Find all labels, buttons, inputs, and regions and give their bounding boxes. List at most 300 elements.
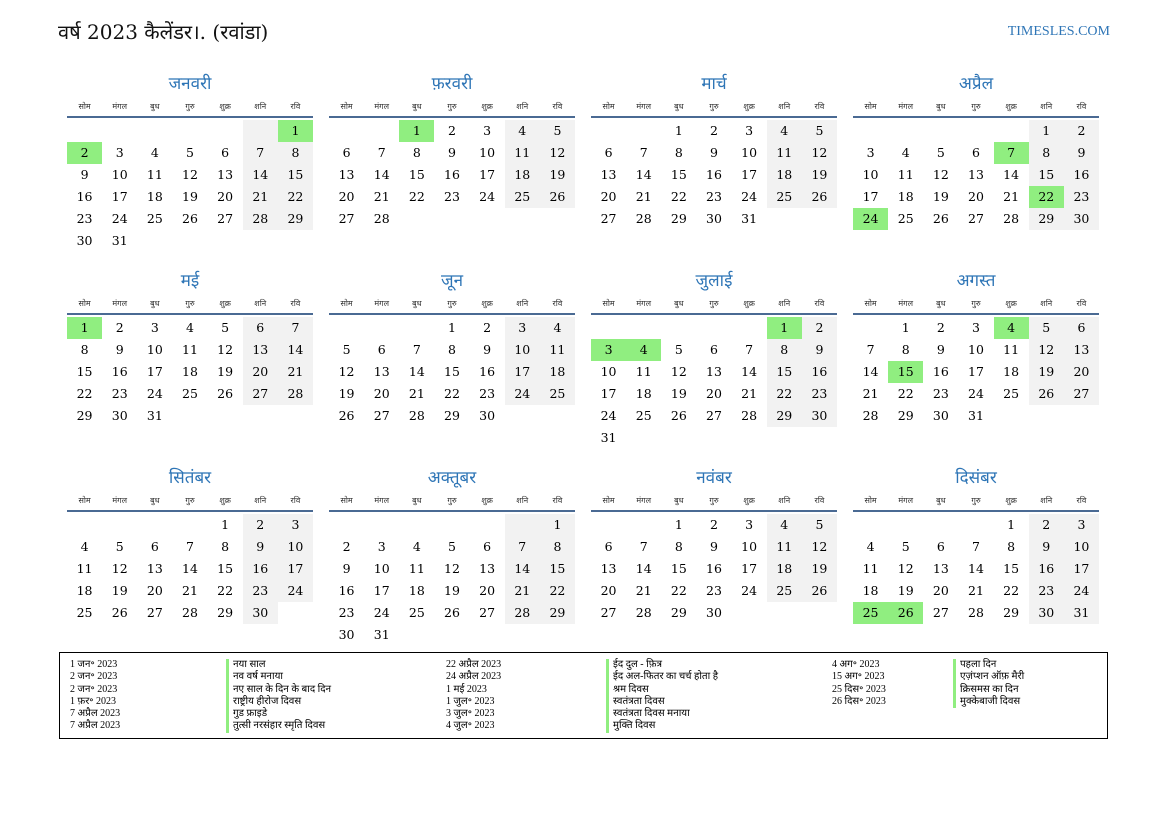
day-cell: 1 bbox=[901, 320, 910, 335]
day-cell: 19 bbox=[932, 189, 949, 204]
day-cell: 4 bbox=[505, 120, 540, 142]
day-cell: 12 bbox=[217, 342, 234, 357]
day-cell: 16 bbox=[76, 189, 93, 204]
day-cell: 12 bbox=[802, 142, 837, 164]
weekday-label: मंगल bbox=[636, 101, 652, 111]
empty-cell bbox=[591, 317, 626, 339]
day-cell: 22 bbox=[767, 383, 802, 405]
day-cell: 26 bbox=[540, 186, 575, 208]
day-cell: 24 bbox=[741, 189, 758, 204]
empty-cell bbox=[767, 427, 802, 449]
empty-cell bbox=[994, 405, 1029, 427]
weekday-label: बुध bbox=[936, 101, 946, 111]
day-cell: 17 bbox=[373, 583, 390, 598]
empty-cell bbox=[364, 514, 399, 536]
empty-cell bbox=[853, 514, 888, 536]
day-cell: 19 bbox=[444, 583, 460, 598]
day-cell: 29 bbox=[767, 405, 802, 427]
day-cell: 25 bbox=[853, 602, 888, 624]
weekday-label: गुरु bbox=[447, 101, 457, 111]
day-cell: 8 bbox=[278, 142, 313, 164]
day-cell: 1 bbox=[448, 320, 456, 335]
weekday-label: शुक्र bbox=[481, 298, 493, 308]
day-cell: 28 bbox=[243, 208, 278, 230]
day-cell: 1 bbox=[67, 317, 102, 339]
day-cell: 29 bbox=[76, 408, 93, 423]
day-cell: 14 bbox=[373, 167, 390, 182]
empty-cell bbox=[802, 602, 837, 624]
day-cell: 22 bbox=[76, 386, 93, 401]
day-cell: 15 bbox=[1029, 164, 1064, 186]
day-cell: 3 bbox=[972, 320, 980, 335]
day-cell: 25 bbox=[182, 386, 198, 401]
day-cell: 20 bbox=[217, 189, 234, 204]
day-cell: 20 bbox=[932, 583, 949, 598]
day-cell: 11 bbox=[897, 167, 914, 182]
day-cell: 27 bbox=[1064, 383, 1099, 405]
day-cell: 30 bbox=[1029, 602, 1064, 624]
day-cell: 5 bbox=[802, 514, 837, 536]
month-9 bbox=[67, 466, 313, 663]
holiday-line: 22 अप्रैल 2023 bbox=[446, 659, 502, 670]
empty-cell bbox=[853, 317, 888, 339]
weekday-label: बुध bbox=[936, 298, 946, 308]
day-cell: 16 bbox=[706, 167, 722, 182]
weekday-label: गुरु bbox=[185, 495, 195, 505]
day-cell: 24 bbox=[146, 386, 163, 401]
day-cell: 9 bbox=[243, 536, 278, 558]
holiday-line: क्रिसमस का दिन bbox=[953, 684, 1024, 696]
day-cell: 18 bbox=[897, 189, 914, 204]
holiday-line: तुत्सी नरसंहार स्मृति दिवस bbox=[226, 720, 331, 732]
day-cell: 18 bbox=[767, 164, 802, 186]
weekday-label: शुक्र bbox=[743, 495, 755, 505]
weekday-label: शुक्र bbox=[1005, 298, 1017, 308]
day-cell: 30 bbox=[111, 408, 128, 423]
day-cell: 11 bbox=[540, 339, 575, 361]
day-cell: 14 bbox=[635, 167, 652, 182]
empty-cell bbox=[958, 120, 993, 142]
day-cell: 9 bbox=[936, 342, 945, 357]
day-cell: 12 bbox=[670, 364, 687, 379]
weekday-label: शुक्र bbox=[743, 101, 755, 111]
holiday-line: 3 जुल॰ 2023 bbox=[446, 708, 495, 720]
empty-cell bbox=[888, 120, 923, 142]
weekday-header bbox=[853, 96, 1099, 118]
day-cell: 22 bbox=[897, 386, 914, 401]
month-title: जनवरी bbox=[168, 74, 212, 94]
weekday-label: शनि bbox=[778, 298, 791, 308]
day-cell: 14 bbox=[635, 561, 652, 576]
day-cell: 20 bbox=[968, 189, 984, 204]
day-cell: 6 bbox=[1064, 317, 1099, 339]
weekday-label: शुक्र bbox=[1005, 101, 1017, 111]
day-cell: 13 bbox=[243, 339, 278, 361]
day-cell: 26 bbox=[444, 605, 460, 620]
day-cell: 4 bbox=[540, 317, 575, 339]
day-cell: 17 bbox=[111, 189, 128, 204]
day-cell: 10 bbox=[278, 536, 313, 558]
holiday-line: 26 दिस॰ 2023 bbox=[832, 695, 886, 707]
day-cell: 23 bbox=[802, 383, 837, 405]
day-cell: 28 bbox=[182, 605, 198, 620]
weekday-label: सोम bbox=[340, 101, 353, 111]
weekday-label: रवि bbox=[552, 298, 563, 308]
day-cell: 7 bbox=[186, 539, 194, 554]
empty-cell bbox=[626, 317, 661, 339]
day-cell: 31 bbox=[111, 233, 128, 248]
day-cell: 14 bbox=[505, 558, 540, 580]
empty-cell bbox=[278, 602, 313, 624]
empty-cell bbox=[626, 514, 661, 536]
month-title: फ़रवरी bbox=[431, 74, 473, 94]
day-cell: 5 bbox=[342, 342, 351, 357]
day-cell: 10 bbox=[862, 167, 879, 182]
day-cell: 20 bbox=[479, 583, 496, 598]
day-cell: 15 bbox=[408, 167, 425, 182]
day-cell: 18 bbox=[146, 189, 163, 204]
weekday-label: सोम bbox=[340, 298, 353, 308]
day-cell: 19 bbox=[670, 386, 687, 401]
weekday-label: सोम bbox=[78, 495, 91, 505]
weekday-label: शनि bbox=[1040, 298, 1053, 308]
day-cell: 21 bbox=[635, 189, 652, 204]
day-cell: 25 bbox=[540, 383, 575, 405]
day-cell: 25 bbox=[767, 580, 802, 602]
empty-cell bbox=[696, 317, 731, 339]
day-cell: 22 bbox=[670, 189, 687, 204]
weekday-label: मंगल bbox=[898, 495, 914, 505]
day-cell: 12 bbox=[932, 167, 949, 182]
day-grid bbox=[591, 120, 837, 230]
day-cell: 17 bbox=[1064, 558, 1099, 580]
month-2 bbox=[329, 72, 575, 269]
day-cell: 17 bbox=[505, 361, 540, 383]
holiday-line: राष्ट्रीय हीरोज दिवस bbox=[226, 696, 331, 708]
day-cell: 19 bbox=[802, 558, 837, 580]
weekday-label: शुक्र bbox=[481, 101, 493, 111]
day-cell: 23 bbox=[1064, 186, 1099, 208]
day-cell: 13 bbox=[373, 364, 390, 379]
day-cell: 8 bbox=[540, 536, 575, 558]
day-cell: 21 bbox=[182, 583, 198, 598]
day-cell: 22 bbox=[1029, 186, 1064, 208]
weekday-label: शनि bbox=[778, 495, 791, 505]
day-cell: 10 bbox=[146, 342, 163, 357]
weekday-label: मंगल bbox=[374, 298, 390, 308]
day-cell: 29 bbox=[540, 602, 575, 624]
empty-cell bbox=[329, 317, 364, 339]
weekday-label: शनि bbox=[516, 101, 529, 111]
day-cell: 21 bbox=[373, 189, 390, 204]
day-cell: 15 bbox=[670, 167, 687, 182]
day-cell: 1 bbox=[278, 120, 313, 142]
day-cell: 5 bbox=[901, 539, 910, 554]
weekday-label: शनि bbox=[516, 495, 529, 505]
day-cell: 8 bbox=[412, 145, 421, 160]
empty-cell bbox=[696, 427, 731, 449]
holiday-line: 2 जन॰ 2023 bbox=[70, 671, 118, 683]
day-cell: 15 bbox=[444, 364, 460, 379]
day-cell: 23 bbox=[338, 605, 355, 620]
day-cell: 25 bbox=[505, 186, 540, 208]
day-cell: 5 bbox=[186, 145, 194, 160]
day-cell: 8 bbox=[448, 342, 456, 357]
day-cell: 20 bbox=[600, 189, 617, 204]
day-cell: 4 bbox=[80, 539, 89, 554]
holiday-line: 4 अग॰ 2023 bbox=[832, 659, 880, 670]
day-cell: 24 bbox=[741, 583, 758, 598]
weekday-label: बुध bbox=[412, 298, 422, 308]
weekday-header bbox=[329, 96, 575, 118]
day-cell: 14 bbox=[408, 364, 425, 379]
day-cell: 6 bbox=[243, 317, 278, 339]
day-grid bbox=[67, 317, 313, 427]
day-cell: 26 bbox=[802, 580, 837, 602]
day-grid bbox=[329, 514, 575, 646]
day-cell: 3 bbox=[505, 317, 540, 339]
holiday-list bbox=[59, 652, 1108, 739]
empty-cell bbox=[470, 624, 505, 646]
day-cell: 27 bbox=[706, 408, 722, 423]
month-4 bbox=[853, 72, 1099, 269]
day-cell: 8 bbox=[1007, 539, 1016, 554]
holiday-line: मुक्केबाजी दिवस bbox=[953, 696, 1024, 708]
day-cell: 2 bbox=[1029, 514, 1064, 536]
day-cell: 22 bbox=[540, 580, 575, 602]
day-cell: 9 bbox=[1064, 142, 1099, 164]
day-cell: 6 bbox=[377, 342, 386, 357]
day-cell: 9 bbox=[115, 342, 124, 357]
holiday-line: 2 जन॰ 2023 bbox=[70, 683, 118, 695]
day-cell: 1 bbox=[1007, 517, 1016, 532]
day-cell: 31 bbox=[1064, 602, 1099, 624]
day-grid bbox=[329, 120, 575, 230]
empty-cell bbox=[434, 624, 469, 646]
empty-cell bbox=[208, 405, 243, 427]
holiday-line: 7 अप्रैल 2023 bbox=[70, 708, 121, 720]
day-cell: 16 bbox=[706, 561, 722, 576]
day-cell: 22 bbox=[408, 189, 425, 204]
day-cell: 11 bbox=[505, 142, 540, 164]
weekday-header bbox=[591, 490, 837, 512]
day-cell: 5 bbox=[540, 120, 575, 142]
holiday-names-col-1 bbox=[226, 659, 331, 733]
day-cell: 20 bbox=[373, 386, 390, 401]
holiday-line: मुक्ति दिवस bbox=[606, 720, 718, 732]
day-cell: 23 bbox=[706, 583, 722, 598]
day-cell: 26 bbox=[932, 211, 949, 226]
weekday-header bbox=[329, 490, 575, 512]
empty-cell bbox=[591, 120, 626, 142]
day-cell: 12 bbox=[897, 561, 914, 576]
day-cell: 28 bbox=[635, 211, 652, 226]
day-cell: 2 bbox=[342, 539, 351, 554]
weekday-label: गुरु bbox=[185, 101, 195, 111]
empty-cell bbox=[399, 208, 434, 230]
month-3 bbox=[591, 72, 837, 269]
day-cell: 28 bbox=[408, 408, 425, 423]
day-cell: 9 bbox=[710, 145, 718, 160]
site-link[interactable]: TIMESLES.COM bbox=[1007, 24, 1110, 39]
day-cell: 18 bbox=[635, 386, 652, 401]
day-cell: 27 bbox=[600, 211, 617, 226]
day-cell: 18 bbox=[1003, 364, 1020, 379]
day-cell: 16 bbox=[802, 361, 837, 383]
day-cell: 24 bbox=[111, 211, 128, 226]
day-cell: 27 bbox=[243, 383, 278, 405]
day-cell: 4 bbox=[901, 145, 910, 160]
day-cell: 31 bbox=[373, 627, 390, 642]
empty-cell bbox=[591, 514, 626, 536]
day-cell: 19 bbox=[111, 583, 128, 598]
empty-cell bbox=[278, 405, 313, 427]
day-cell: 13 bbox=[600, 167, 617, 182]
day-cell: 29 bbox=[897, 408, 914, 423]
day-cell: 14 bbox=[862, 364, 879, 379]
empty-cell bbox=[172, 120, 207, 142]
day-cell: 9 bbox=[448, 145, 456, 160]
day-cell: 2 bbox=[1064, 120, 1099, 142]
holiday-line: 25 दिस॰ 2023 bbox=[832, 683, 886, 695]
day-cell: 31 bbox=[600, 430, 617, 445]
empty-cell bbox=[137, 120, 172, 142]
day-cell: 10 bbox=[1064, 536, 1099, 558]
empty-cell bbox=[434, 514, 469, 536]
weekday-label: सोम bbox=[864, 101, 877, 111]
day-cell: 28 bbox=[862, 408, 879, 423]
empty-cell bbox=[67, 120, 102, 142]
calendar-grid bbox=[67, 72, 1102, 663]
day-cell: 15 bbox=[540, 558, 575, 580]
day-cell: 28 bbox=[1003, 211, 1020, 226]
day-cell: 22 bbox=[278, 186, 313, 208]
day-cell: 18 bbox=[408, 583, 425, 598]
day-cell: 18 bbox=[862, 583, 879, 598]
day-cell: 24 bbox=[600, 408, 617, 423]
day-cell: 30 bbox=[338, 627, 355, 642]
day-cell: 9 bbox=[710, 539, 718, 554]
weekday-label: सोम bbox=[602, 495, 615, 505]
day-cell: 28 bbox=[968, 605, 984, 620]
weekday-label: बुध bbox=[674, 495, 684, 505]
day-cell: 20 bbox=[1064, 361, 1099, 383]
empty-cell bbox=[505, 514, 540, 536]
day-cell: 30 bbox=[243, 602, 278, 624]
day-cell: 3 bbox=[115, 145, 124, 160]
day-cell: 28 bbox=[278, 383, 313, 405]
empty-cell bbox=[802, 208, 837, 230]
day-cell: 4 bbox=[186, 320, 194, 335]
day-cell: 18 bbox=[540, 361, 575, 383]
day-cell: 30 bbox=[1064, 208, 1099, 230]
month-title: जून bbox=[440, 271, 464, 291]
month-6 bbox=[329, 269, 575, 466]
empty-cell bbox=[278, 230, 313, 252]
day-cell: 13 bbox=[968, 167, 984, 182]
month-1 bbox=[67, 72, 313, 269]
day-grid bbox=[853, 514, 1099, 624]
day-cell: 29 bbox=[217, 605, 234, 620]
weekday-label: मंगल bbox=[374, 101, 390, 111]
weekday-label: गुरु bbox=[709, 298, 719, 308]
weekday-label: बुध bbox=[412, 495, 422, 505]
day-cell: 12 bbox=[540, 142, 575, 164]
day-cell: 19 bbox=[897, 583, 914, 598]
empty-cell bbox=[540, 208, 575, 230]
empty-cell bbox=[364, 317, 399, 339]
day-cell: 28 bbox=[741, 408, 758, 423]
month-title: जुलाई bbox=[695, 271, 733, 291]
day-cell: 7 bbox=[412, 342, 421, 357]
day-cell: 7 bbox=[639, 539, 648, 554]
day-cell: 3 bbox=[745, 123, 754, 138]
day-cell: 6 bbox=[972, 145, 980, 160]
empty-cell bbox=[767, 602, 802, 624]
day-cell: 31 bbox=[146, 408, 163, 423]
day-cell: 15 bbox=[888, 361, 923, 383]
day-cell: 17 bbox=[146, 364, 163, 379]
empty-cell bbox=[626, 427, 661, 449]
empty-cell bbox=[994, 120, 1029, 142]
empty-cell bbox=[1029, 405, 1064, 427]
weekday-label: रवि bbox=[290, 298, 301, 308]
day-cell: 30 bbox=[802, 405, 837, 427]
month-5 bbox=[67, 269, 313, 466]
day-cell: 21 bbox=[278, 361, 313, 383]
day-cell: 6 bbox=[936, 539, 945, 554]
day-cell: 22 bbox=[444, 386, 460, 401]
weekday-label: सोम bbox=[864, 495, 877, 505]
day-cell: 13 bbox=[338, 167, 355, 182]
day-cell: 26 bbox=[888, 602, 923, 624]
day-cell: 5 bbox=[115, 539, 124, 554]
day-cell: 7 bbox=[972, 539, 980, 554]
empty-cell bbox=[243, 405, 278, 427]
holiday-names-col-2 bbox=[606, 659, 718, 733]
day-cell: 20 bbox=[243, 361, 278, 383]
day-cell: 4 bbox=[150, 145, 159, 160]
empty-cell bbox=[505, 405, 540, 427]
day-cell: 6 bbox=[604, 145, 613, 160]
day-cell: 21 bbox=[741, 386, 758, 401]
day-cell: 6 bbox=[342, 145, 351, 160]
day-cell: 15 bbox=[1003, 561, 1020, 576]
holiday-line: 7 अप्रैल 2023 bbox=[70, 720, 121, 732]
day-cell: 9 bbox=[802, 339, 837, 361]
day-cell: 14 bbox=[741, 364, 758, 379]
day-cell: 9 bbox=[1029, 536, 1064, 558]
empty-cell bbox=[243, 230, 278, 252]
holiday-dates-col-1 bbox=[70, 659, 120, 733]
day-cell: 3 bbox=[483, 123, 492, 138]
day-cell: 29 bbox=[670, 211, 687, 226]
day-cell: 18 bbox=[76, 583, 93, 598]
day-cell: 6 bbox=[150, 539, 159, 554]
day-cell: 23 bbox=[932, 386, 949, 401]
empty-cell bbox=[399, 514, 434, 536]
day-cell: 4 bbox=[767, 514, 802, 536]
weekday-label: रवि bbox=[1076, 495, 1087, 505]
day-cell: 8 bbox=[901, 342, 910, 357]
day-cell: 26 bbox=[217, 386, 234, 401]
day-cell: 8 bbox=[80, 342, 89, 357]
day-cell: 16 bbox=[479, 364, 496, 379]
holiday-line: गुड फ्राइडे bbox=[226, 708, 331, 720]
empty-cell bbox=[67, 514, 102, 536]
weekday-label: सोम bbox=[602, 298, 615, 308]
empty-cell bbox=[732, 427, 767, 449]
